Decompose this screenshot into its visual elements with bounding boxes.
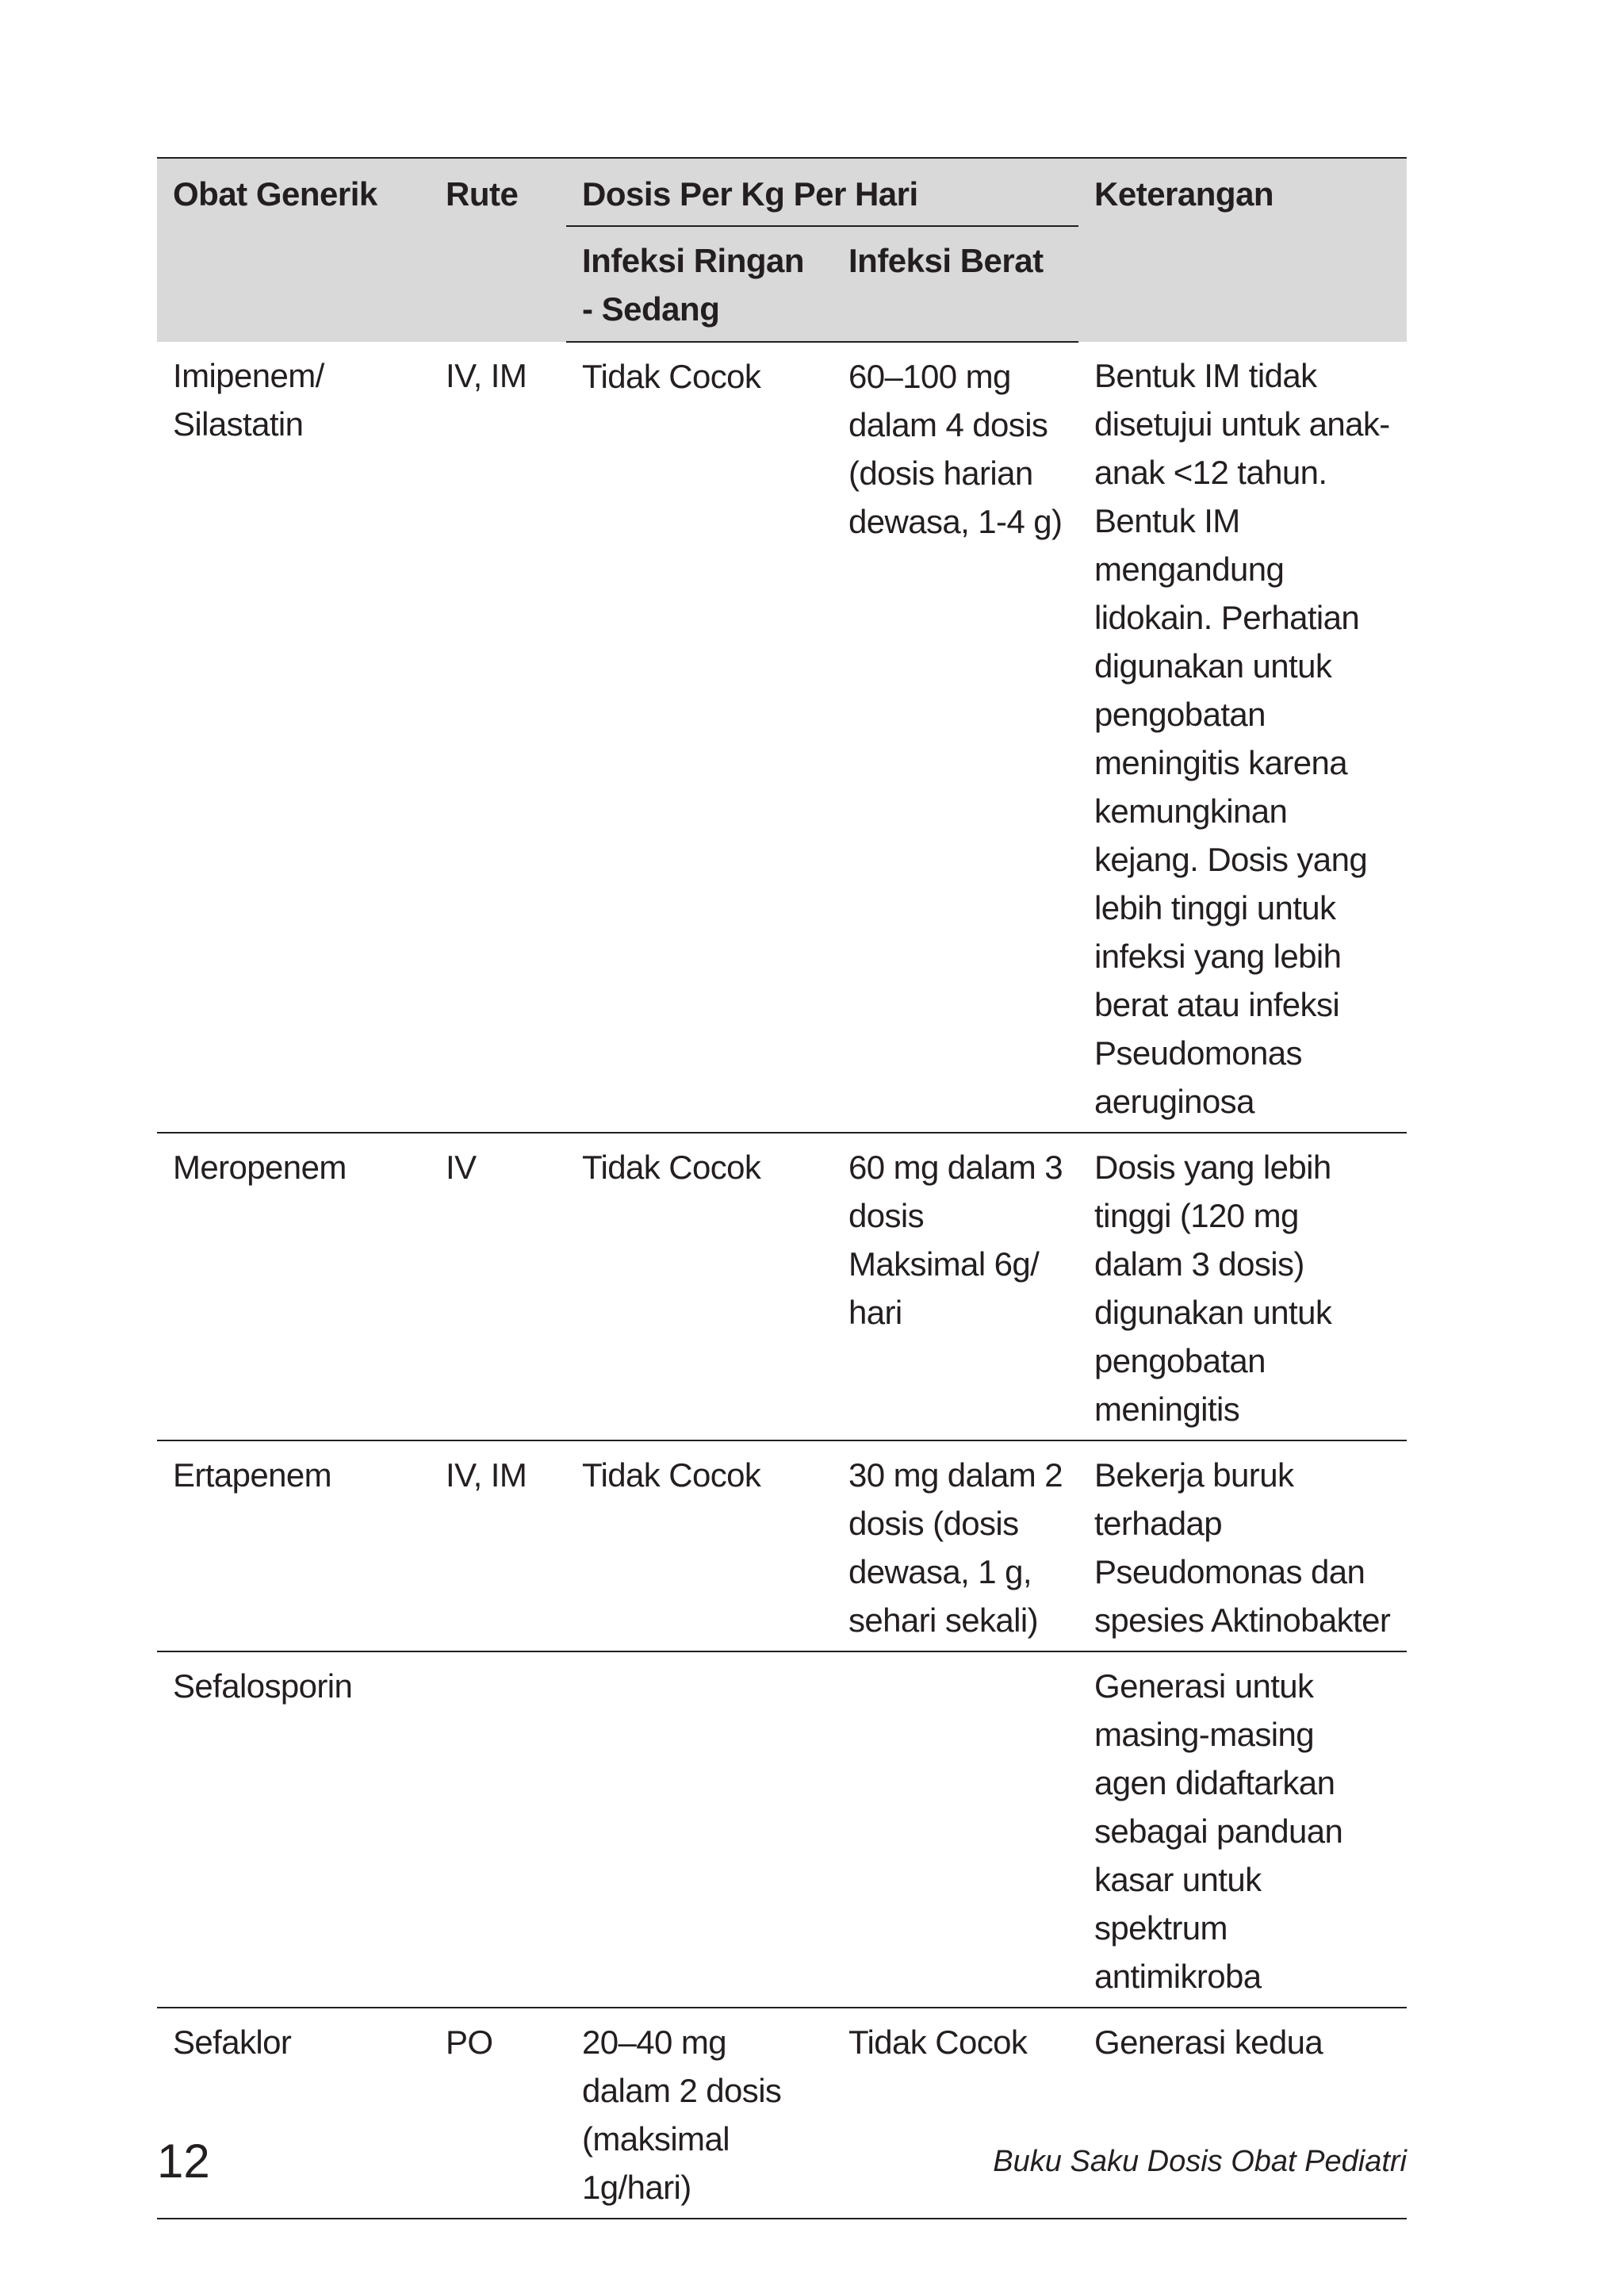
table-body: [157, 342, 1407, 2219]
cell-obat: Ertapenem: [157, 1440, 430, 1651]
cell-rute: IV, IM: [430, 1440, 566, 1651]
table-row: [157, 2008, 1407, 2219]
cell-berat: 60 mg dalam 3 dosis Maksimal 6g/ hari: [833, 1133, 1078, 1440]
cell-rute: IV: [430, 1133, 566, 1440]
cell-keterangan: Generasi untuk masing-masing agen didaftarkan sebagai panduan kasar untuk spektrum antimikroba: [1078, 1651, 1407, 2008]
header-rute: Rute: [430, 158, 566, 342]
dosage-table-container: [157, 157, 1407, 2219]
cell-ringan: Tidak Cocok: [566, 1133, 833, 1440]
cell-ringan: 20–40 mg dalam 2 dosis (maksimal 1g/hari): [566, 2008, 833, 2219]
cell-obat: Meropenem: [157, 1133, 430, 1440]
cell-berat: Tidak Cocok: [833, 2008, 1078, 2219]
cell-obat: Sefaklor: [157, 2008, 430, 2219]
cell-berat: 60–100 mg dalam 4 dosis (dosis harian dewasa, 1-4 g): [833, 342, 1078, 1133]
table-row: [157, 342, 1407, 1133]
header-dosis-group: Dosis Per Kg Per Hari: [566, 158, 1078, 226]
cell-ringan: Tidak Cocok: [566, 342, 833, 1133]
page-number: 12: [157, 2135, 210, 2188]
cell-rute: IV, IM: [430, 342, 566, 1133]
cell-keterangan: Generasi kedua: [1078, 2008, 1407, 2219]
cell-berat: [833, 1651, 1078, 2008]
cell-ringan: [566, 1651, 833, 2008]
cell-ringan: Tidak Cocok: [566, 1440, 833, 1651]
table-row: [157, 1440, 1407, 1651]
cell-obat: Sefalosporin: [157, 1651, 430, 2008]
cell-berat: 30 mg dalam 2 dosis (dosis dewasa, 1 g, sehari sekali): [833, 1440, 1078, 1651]
table-header: [157, 158, 1407, 342]
header-keterangan: Keterangan: [1078, 158, 1407, 342]
cell-obat: Imipenem/ Silastatin: [157, 342, 430, 1133]
book-title: Buku Saku Dosis Obat Pediatri: [993, 2145, 1407, 2178]
table-row: [157, 1133, 1407, 1440]
cell-keterangan: Bentuk IM tidak disetujui untuk anak-anak <12 tahun. Bentuk IM mengandung lidokain. Perhatian digunakan untuk pengobatan meningitis karena kemungkinan kejang. Dosis yang lebih tinggi untuk infeksi yang lebih berat atau infeksi Pseudomonas aeruginosa: [1078, 342, 1407, 1133]
header-infeksi-berat: Infeksi Berat: [833, 226, 1078, 342]
cell-rute: PO: [430, 2008, 566, 2219]
header-infeksi-ringan: Infeksi Ringan - Sedang: [566, 226, 833, 342]
dosage-table: [157, 157, 1407, 2219]
cell-keterangan: Bekerja buruk terhadap Pseudomonas dan spesies Aktinobakter: [1078, 1440, 1407, 1651]
table-row: [157, 1651, 1407, 2008]
cell-rute: [430, 1651, 566, 2008]
header-obat-generik: Obat Generik: [157, 158, 430, 342]
cell-keterangan: Dosis yang lebih tinggi (120 mg dalam 3 dosis) digunakan untuk pengobatan meningitis: [1078, 1133, 1407, 1440]
